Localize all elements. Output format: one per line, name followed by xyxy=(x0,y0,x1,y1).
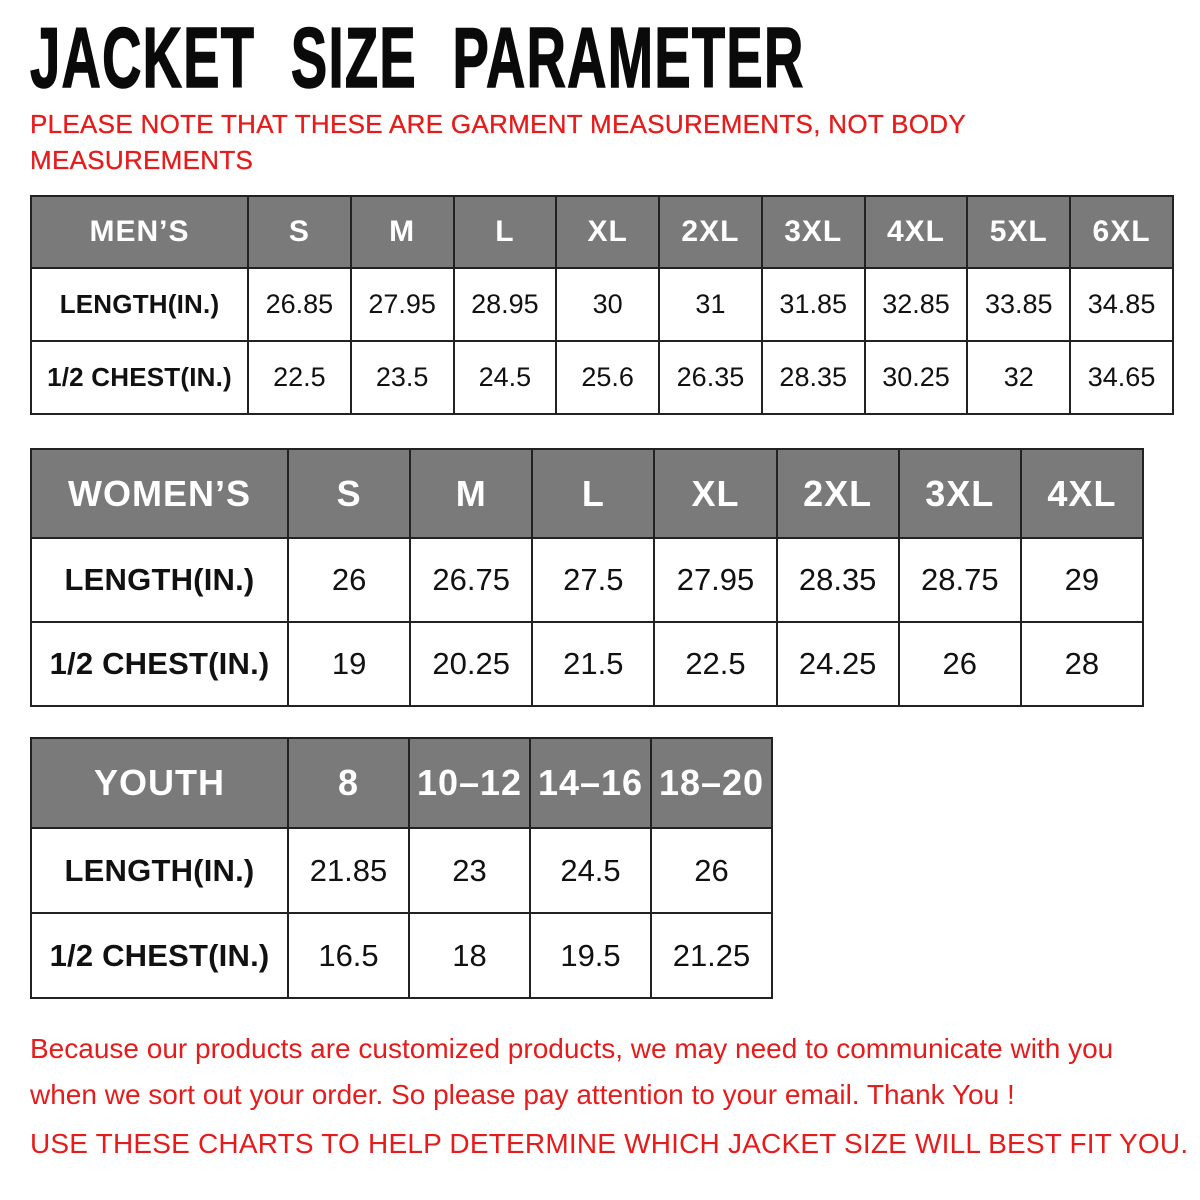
womens-measurement-cell: 24.25 xyxy=(777,622,899,706)
youth-size-header: 18–20 xyxy=(651,738,772,828)
garment-measurement-note xyxy=(30,106,966,178)
womens-header-row xyxy=(31,449,1143,538)
youth-row-label: 1/2 CHEST(IN.) xyxy=(31,913,288,998)
youth-measurement-cell: 18 xyxy=(409,913,530,998)
mens-table-title: MEN’S xyxy=(31,196,248,268)
womens-size-table xyxy=(30,448,1144,707)
mens-size-header: 3XL xyxy=(762,196,865,268)
womens-size-header: M xyxy=(410,449,532,538)
youth-size-header: 14–16 xyxy=(530,738,651,828)
youth-size-header: 8 xyxy=(288,738,409,828)
mens-table-row xyxy=(31,341,1173,414)
mens-measurement-cell: 34.85 xyxy=(1070,268,1173,341)
mens-measurement-cell: 28.35 xyxy=(762,341,865,414)
womens-measurement-cell: 28 xyxy=(1021,622,1143,706)
youth-measurement-cell: 21.25 xyxy=(651,913,772,998)
mens-size-header: 4XL xyxy=(865,196,968,268)
womens-measurement-cell: 20.25 xyxy=(410,622,532,706)
womens-size-header: 2XL xyxy=(777,449,899,538)
womens-measurement-cell: 26 xyxy=(288,538,410,622)
youth-measurement-cell: 26 xyxy=(651,828,772,913)
youth-table-title: YOUTH xyxy=(31,738,288,828)
womens-size-header: 4XL xyxy=(1021,449,1143,538)
womens-measurement-cell: 26 xyxy=(899,622,1021,706)
youth-table-row xyxy=(31,913,772,998)
mens-size-header: L xyxy=(454,196,557,268)
mens-measurement-cell: 28.95 xyxy=(454,268,557,341)
mens-size-header: 2XL xyxy=(659,196,762,268)
womens-table-row xyxy=(31,538,1143,622)
womens-row-label: LENGTH(IN.) xyxy=(31,538,288,622)
mens-measurement-cell: 23.5 xyxy=(351,341,454,414)
womens-size-header: L xyxy=(532,449,654,538)
womens-measurement-cell: 28.35 xyxy=(777,538,899,622)
youth-size-table xyxy=(30,737,773,999)
womens-measurement-cell: 27.95 xyxy=(654,538,776,622)
mens-size-table xyxy=(30,195,1174,415)
mens-measurement-cell: 32.85 xyxy=(865,268,968,341)
page-title: JACKET SIZE PARAMETER xyxy=(30,11,805,106)
womens-size-header: XL xyxy=(654,449,776,538)
mens-header-row xyxy=(31,196,1173,268)
womens-measurement-cell: 29 xyxy=(1021,538,1143,622)
mens-size-header: 5XL xyxy=(967,196,1070,268)
mens-measurement-cell: 34.65 xyxy=(1070,341,1173,414)
womens-size-header: S xyxy=(288,449,410,538)
youth-row-label: LENGTH(IN.) xyxy=(31,828,288,913)
mens-size-header: S xyxy=(248,196,351,268)
womens-table-title: WOMEN’S xyxy=(31,449,288,538)
womens-measurement-cell: 19 xyxy=(288,622,410,706)
garment-measurement-note-line1: PLEASE NOTE THAT THESE ARE GARMENT MEASUREMENTS, NOT BODY xyxy=(30,109,966,139)
womens-measurement-cell: 28.75 xyxy=(899,538,1021,622)
youth-measurement-cell: 23 xyxy=(409,828,530,913)
mens-measurement-cell: 26.35 xyxy=(659,341,762,414)
mens-measurement-cell: 26.85 xyxy=(248,268,351,341)
mens-measurement-cell: 30 xyxy=(556,268,659,341)
mens-measurement-cell: 31 xyxy=(659,268,762,341)
mens-size-header: XL xyxy=(556,196,659,268)
mens-measurement-cell: 31.85 xyxy=(762,268,865,341)
mens-size-header: 6XL xyxy=(1070,196,1173,268)
womens-measurement-cell: 21.5 xyxy=(532,622,654,706)
youth-header-row xyxy=(31,738,772,828)
mens-measurement-cell: 25.6 xyxy=(556,341,659,414)
mens-measurement-cell: 22.5 xyxy=(248,341,351,414)
mens-measurement-cell: 33.85 xyxy=(967,268,1070,341)
womens-measurement-cell: 22.5 xyxy=(654,622,776,706)
womens-row-label: 1/2 CHEST(IN.) xyxy=(31,622,288,706)
mens-measurement-cell: 32 xyxy=(967,341,1070,414)
youth-measurement-cell: 16.5 xyxy=(288,913,409,998)
youth-size-header: 10–12 xyxy=(409,738,530,828)
mens-measurement-cell: 27.95 xyxy=(351,268,454,341)
youth-measurement-cell: 21.85 xyxy=(288,828,409,913)
custom-order-note-line1: Because our products are customized products, we may need to communicate with you xyxy=(30,1033,1114,1064)
womens-measurement-cell: 26.75 xyxy=(410,538,532,622)
chart-usage-note: USE THESE CHARTS TO HELP DETERMINE WHICH JACKET SIZE WILL BEST FIT YOU. xyxy=(30,1128,1189,1159)
youth-measurement-cell: 24.5 xyxy=(530,828,651,913)
youth-table-row xyxy=(31,828,772,913)
womens-table-row xyxy=(31,622,1143,706)
womens-size-header: 3XL xyxy=(899,449,1021,538)
custom-order-note xyxy=(30,1026,1113,1118)
mens-size-header: M xyxy=(351,196,454,268)
garment-measurement-note-line2: MEASUREMENTS xyxy=(30,145,254,175)
mens-measurement-cell: 30.25 xyxy=(865,341,968,414)
mens-row-label: LENGTH(IN.) xyxy=(31,268,248,341)
mens-measurement-cell: 24.5 xyxy=(454,341,557,414)
custom-order-note-line2: when we sort out your order. So please pay attention to your email. Thank You ! xyxy=(30,1079,1015,1110)
mens-row-label: 1/2 CHEST(IN.) xyxy=(31,341,248,414)
youth-measurement-cell: 19.5 xyxy=(530,913,651,998)
mens-table-row xyxy=(31,268,1173,341)
womens-measurement-cell: 27.5 xyxy=(532,538,654,622)
